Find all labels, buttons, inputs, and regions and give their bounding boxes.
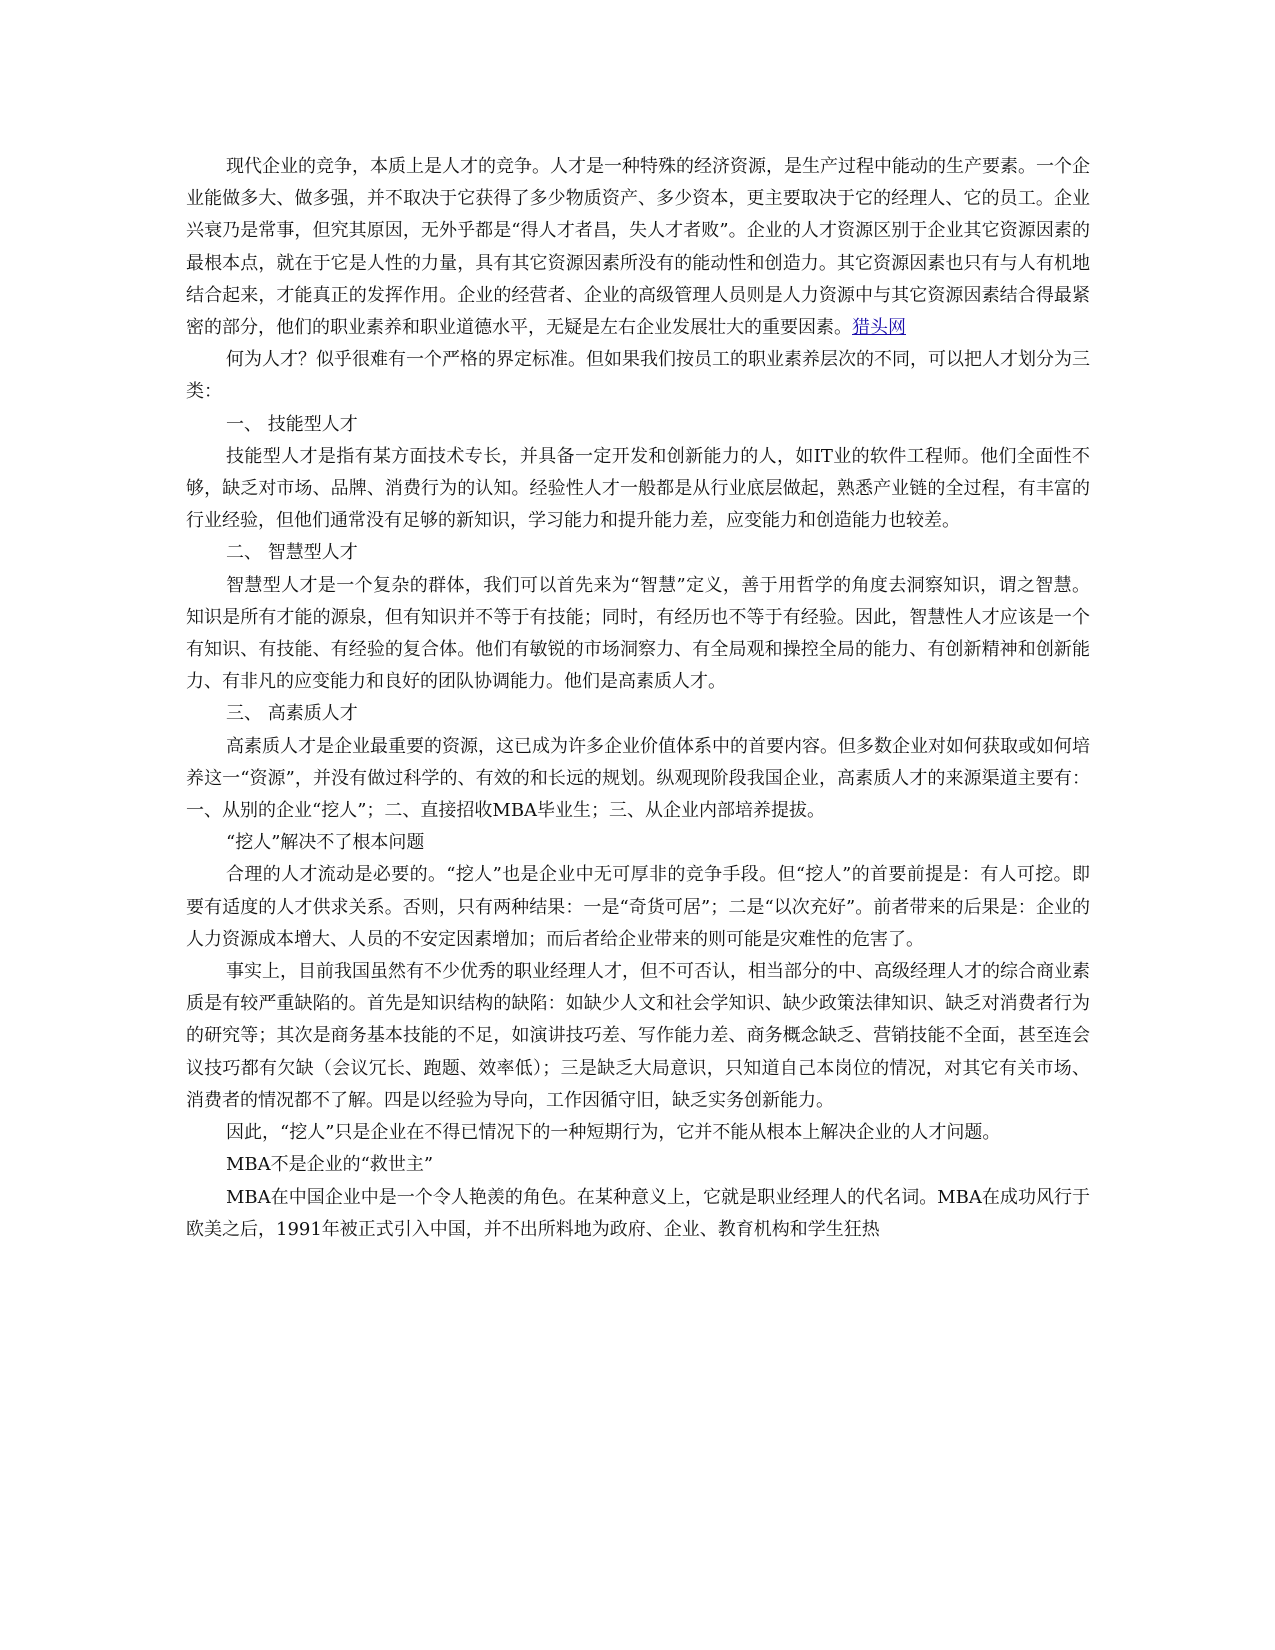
- paragraph-text: 现代企业的竞争，本质上是人才的竞争。人才是一种特殊的经济资源，是生产过程中能动的生产要素。一个企业能做多大、做多强，并不取决于它获得了多少物质资产、多少资本，更主要取决于它的经理人、它的员工。企业兴衰乃是常事，但究其原因，无外乎都是“得人才者昌，失人才者败”。企业的人才资源区别于企业其它资源因素的最根本点，就在于它是人性的力量，具有其它资源因素所没有的能动性和创造力。其它资源因素也只有与人有机地结合起来，才能真正的发挥作用。企业的经营者、企业的高级管理人员则是人力资源中与其它资源因素结合得最紧密的部分，他们的职业素养和职业道德水平，无疑是左右企业发展壮大的重要因素。: [186, 156, 1090, 339]
- section-heading-wisdom-talent: 二、 智慧型人才: [226, 542, 358, 564]
- paragraph-definition: 何为人才？似乎很难有一个严格的界定标准。但如果我们按员工的职业素养层次的不同，可以把人才划分为三类：: [186, 349, 1090, 403]
- document-body: [186, 151, 1090, 1246]
- section-heading-mba: MBA不是企业的“救世主”: [226, 1154, 434, 1176]
- section-heading-poaching: “挖人”解决不了根本问题: [226, 832, 425, 854]
- paragraph-poaching-conclusion: 因此，“挖人”只是企业在不得已情况下的一种短期行为，它并不能从根本上解决企业的人才问题。: [226, 1122, 1001, 1144]
- section-heading-skill-talent: 一、 技能型人才: [226, 413, 358, 435]
- paragraph-manager-deficiencies: 事实上，目前我国虽然有不少优秀的职业经理人才，但不可否认，相当部分的中、高级经理人才的综合商业素质是有较严重缺陷的。首先是知识结构的缺陷：如缺少人文和社会学知识、缺少政策法律知识、缺乏对消费者行为的研究等；其次是商务基本技能的不足，如演讲技巧差、写作能力差、商务概念缺乏、营销技能不全面，甚至连会议技巧都有欠缺（会议冗长、跑题、效率低）；三是缺乏大局意识，只知道自己本岗位的情况，对其它有关市场、消费者的情况都不了解。四是以经验为导向，工作因循守旧，缺乏实务创新能力。: [186, 961, 1090, 1111]
- paragraph-wisdom-talent: 智慧型人才是一个复杂的群体，我们可以首先来为“智慧”定义，善于用哲学的角度去洞察知识，谓之智慧。知识是所有才能的源泉，但有知识并不等于有技能；同时，有经历也不等于有经验。因此，智慧性人才应该是一个有知识、有技能、有经验的复合体。他们有敏锐的市场洞察力、有全局观和操控全局的能力、有创新精神和创新能力、有非凡的应变能力和良好的团队协调能力。他们是高素质人才。: [186, 574, 1090, 693]
- headhunter-link[interactable]: 猎头网: [852, 317, 906, 339]
- paragraph-high-quality-talent: 高素质人才是企业最重要的资源，这已成为许多企业价值体系中的首要内容。但多数企业对如何获取或如何培养这一“资源”，并没有做过科学的、有效的和长远的规划。纵观现阶段我国企业，高素质人才的来源渠道主要有：一、从别的企业“挖人”；二、直接招收MBA毕业生；三、从企业内部培养提拔。: [186, 735, 1090, 822]
- paragraph-mba: MBA在中国企业中是一个令人艳羡的角色。在某种意义上，它就是职业经理人的代名词。MBA在成功风行于欧美之后，1991年被正式引入中国，并不出所料地为政府、企业、教育机构和学生狂热: [186, 1186, 1090, 1240]
- paragraph-skill-talent: 技能型人才是指有某方面技术专长，并具备一定开发和创新能力的人，如IT业的软件工程师。他们全面性不够，缺乏对市场、品牌、消费行为的认知。经验性人才一般都是从行业底层做起，熟悉产业链的全过程，有丰富的行业经验，但他们通常没有足够的新知识，学习能力和提升能力差，应变能力和创造能力也较差。: [186, 445, 1090, 532]
- paragraph-intro: [186, 151, 1090, 344]
- paragraph-poaching: 合理的人才流动是必要的。“挖人”也是企业中无可厚非的竞争手段。但“挖人”的首要前提是：有人可挖。即要有适度的人才供求关系。否则，只有两种结果：一是“奇货可居”；二是“以次充好”。前者带来的后果是：企业的人力资源成本增大、人员的不安定因素增加；而后者给企业带来的则可能是灾难性的危害了。: [186, 864, 1090, 950]
- section-heading-high-quality-talent: 三、 高素质人才: [226, 703, 358, 725]
